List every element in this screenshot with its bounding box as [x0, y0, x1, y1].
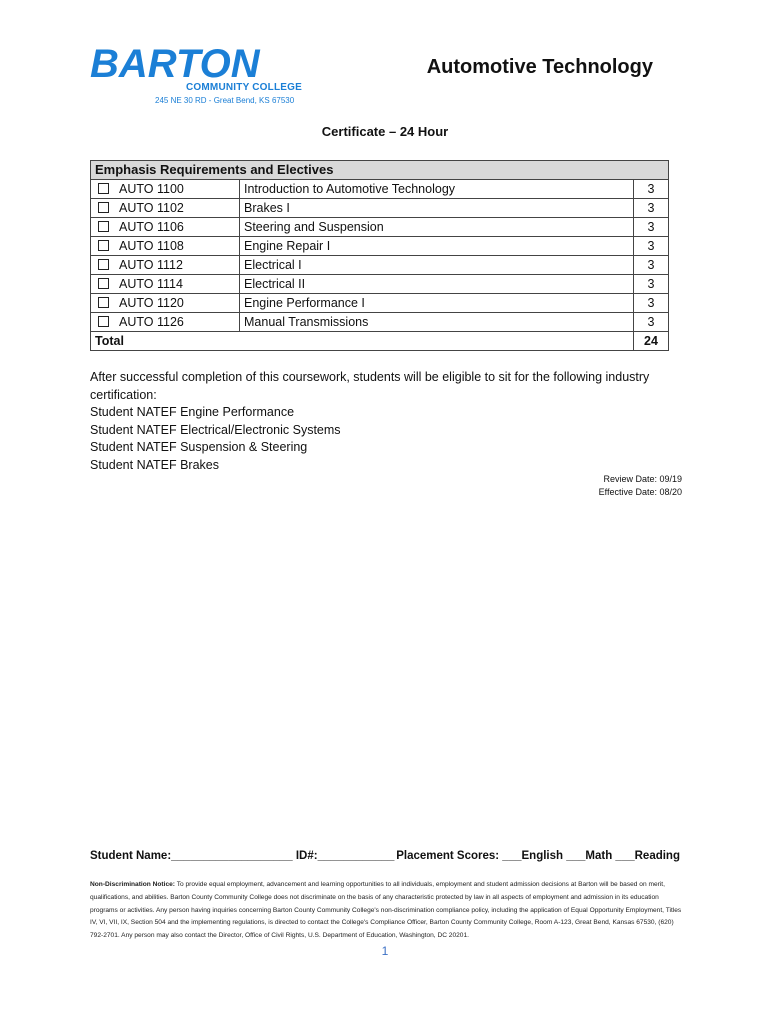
- notice-label: Non-Discrimination Notice:: [90, 881, 175, 888]
- course-checkbox[interactable]: [98, 202, 109, 213]
- course-name: Manual Transmissions: [240, 313, 634, 332]
- logo-wordmark: BARTON: [90, 42, 260, 86]
- course-code: AUTO 1114: [115, 275, 240, 294]
- course-credits: 3: [634, 275, 669, 294]
- course-checkbox[interactable]: [98, 183, 109, 194]
- student-name-id-field[interactable]: Student Name:___________________ ID#:____________: [90, 850, 395, 862]
- notice-text: To provide equal employment, advancement and learning opportunities to all individuals, employment and student admission decisions at Barton will be based on merit, qualifications, and abilities. Barton County Community College does not discriminate on the basis of any characteristic protected by law in all aspects of employment and admission in its education programs or activities. Any person having inquiries concerning Barton County Community College's non-discrimination compliance policy, including the application of Equal Opportunity Employment, Titles IV, VI, VII, IX, Section 504 and the implementing regulations, is directed to contact the College's Compliance Officer, Barton County Community College, Room A-123, Great Bend, Kansas 67530, (620) 792-2701. Any person may also contact the Director, Office of Civil Rights, U.S. Department of Education, Washington, DC 20201.: [90, 881, 682, 940]
- effective-date: Effective Date: 08/20: [598, 487, 682, 497]
- barton-logo: [90, 44, 310, 110]
- course-checkbox-cell: [91, 180, 116, 199]
- course-name: Brakes I: [240, 199, 634, 218]
- course-name: Engine Repair I: [240, 237, 634, 256]
- course-name: Electrical I: [240, 256, 634, 275]
- certification-intro-line1: After successful completion of this coursework, students will be eligible to sit for the following industry: [90, 370, 650, 384]
- requirements-table: [90, 160, 669, 351]
- table-row: [91, 218, 669, 237]
- course-code: AUTO 1120: [115, 294, 240, 313]
- course-checkbox[interactable]: [98, 240, 109, 251]
- certificate-title: Certificate – 24 Hour: [321, 124, 449, 139]
- course-credits: 3: [634, 199, 669, 218]
- total-label: Total: [91, 332, 240, 351]
- table-row: [91, 199, 669, 218]
- course-checkbox-cell: [91, 275, 116, 294]
- review-date: Review Date: 09/19: [603, 474, 682, 484]
- certification-item: Student NATEF Suspension & Steering: [90, 440, 308, 454]
- course-code: AUTO 1106: [115, 218, 240, 237]
- course-checkbox-cell: [91, 237, 116, 256]
- course-credits: 3: [634, 237, 669, 256]
- student-info-line: [90, 850, 680, 862]
- course-checkbox[interactable]: [98, 278, 109, 289]
- course-code: AUTO 1112: [115, 256, 240, 275]
- certification-item: Student NATEF Engine Performance: [90, 405, 295, 419]
- course-checkbox[interactable]: [98, 297, 109, 308]
- table-row: [91, 180, 669, 199]
- certification-item: Student NATEF Brakes: [90, 457, 219, 472]
- course-credits: 3: [634, 218, 669, 237]
- course-code: AUTO 1108: [115, 237, 240, 256]
- certification-section: [90, 369, 690, 474]
- course-credits: 3: [634, 256, 669, 275]
- course-checkbox[interactable]: [98, 221, 109, 232]
- non-discrimination-notice: [90, 879, 682, 943]
- date-block: [599, 473, 682, 499]
- table-row: [91, 275, 669, 294]
- table-header: Emphasis Requirements and Electives: [91, 161, 669, 180]
- total-spacer: [240, 332, 634, 351]
- course-checkbox[interactable]: [98, 316, 109, 327]
- course-checkbox[interactable]: [98, 259, 109, 270]
- course-code: AUTO 1126: [115, 313, 240, 332]
- course-credits: 3: [634, 294, 669, 313]
- course-code: AUTO 1102: [115, 199, 240, 218]
- course-name: Introduction to Automotive Technology: [240, 180, 634, 199]
- table-row: [91, 256, 669, 275]
- course-checkbox-cell: [91, 199, 116, 218]
- course-checkbox-cell: [91, 218, 116, 237]
- certification-intro-line2: certification:: [90, 387, 157, 402]
- course-checkbox-cell: [91, 313, 116, 332]
- page-number: 1: [381, 944, 389, 958]
- course-checkbox-cell: [91, 294, 116, 313]
- table-header-row: [91, 161, 669, 180]
- table-row: [91, 294, 669, 313]
- course-credits: 3: [634, 313, 669, 332]
- course-code: AUTO 1100: [115, 180, 240, 199]
- course-rows: [91, 180, 669, 332]
- course-name: Steering and Suspension: [240, 218, 634, 237]
- course-credits: 3: [634, 180, 669, 199]
- table-row: [91, 313, 669, 332]
- total-value: 24: [634, 332, 669, 351]
- total-row: [91, 332, 669, 351]
- placement-scores-field[interactable]: Placement Scores: ___English ___Math ___Reading: [396, 850, 680, 862]
- course-checkbox-cell: [91, 256, 116, 275]
- page-title: Automotive Technology: [426, 56, 653, 78]
- table-row: [91, 237, 669, 256]
- course-name: Electrical II: [240, 275, 634, 294]
- certification-item: Student NATEF Electrical/Electronic Systems: [90, 422, 341, 437]
- logo-subtitle: COMMUNITY COLLEGE: [186, 82, 302, 93]
- course-name: Engine Performance I: [240, 294, 634, 313]
- logo-address: 245 NE 30 RD - Great Bend, KS 67530: [155, 96, 295, 105]
